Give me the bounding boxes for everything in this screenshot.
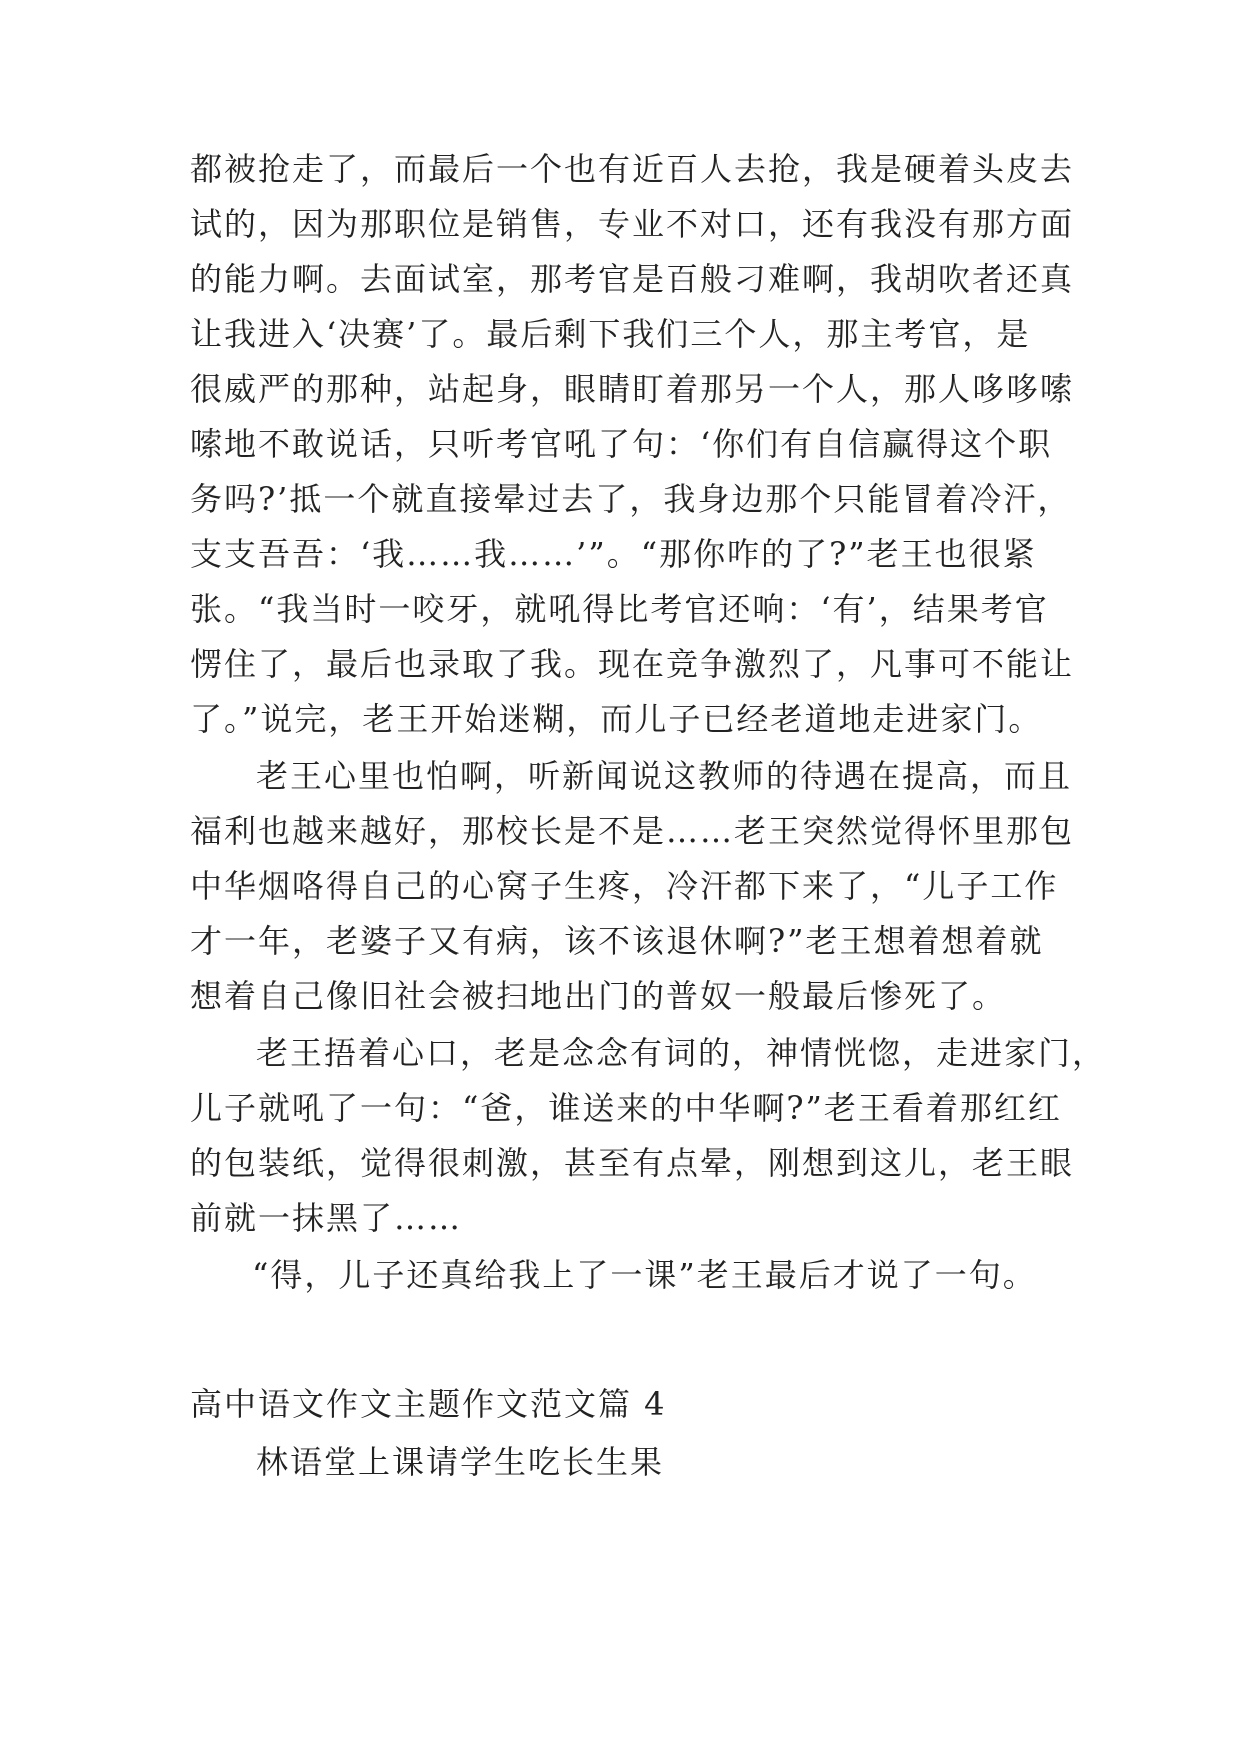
article-title: 林语堂上课请学生吃长生果 <box>256 1443 665 1481</box>
text-line: 让我进入‘决赛’了。最后剩下我们三个人，那主考官，是 <box>190 315 1031 353</box>
paragraph-first-line: 老王心里也怕啊，听新闻说这教师的待遇在提高，而且 <box>256 757 1073 795</box>
text-line: 愣住了，最后也录取了我。现在竞争激烈了，凡事可不能让 <box>190 645 1075 683</box>
text-line: 试的，因为那职位是销售，专业不对口，还有我没有那方面 <box>190 205 1075 243</box>
text-line: 务吗?’抵一个就直接晕过去了，我身边那个只能冒着冷汗， <box>190 480 1072 518</box>
text-line: 才一年，老婆子又有病，该不该退休啊?”老王想着想着就 <box>190 922 1044 960</box>
text-line: 嗦地不敢说话，只听考官吼了句：‘你们有自信赢得这个职 <box>190 425 1053 463</box>
text-line: 了。”说完，老王开始迷糊，而儿子已经老道地走进家门。 <box>190 700 1043 738</box>
text-line: 的能力啊。去面试室，那考官是百般刁难啊，我胡吹者还真 <box>190 260 1075 298</box>
text-line: 的包装纸，觉得很刺激，甚至有点晕，刚想到这儿，老王眼 <box>190 1144 1075 1182</box>
section-title: 高中语文作文主题作文范文篇 4 <box>190 1385 667 1423</box>
text-line: 张。“我当时一咬牙，就吼得比考官还响：‘有’，结果考官 <box>190 590 1049 628</box>
paragraph-first-line: 老王捂着心口，老是念念有词的，神情恍惚，走进家门， <box>256 1034 1107 1072</box>
paragraph-first-line: “得，儿子还真给我上了一课”老王最后才说了一句。 <box>252 1256 1037 1294</box>
text-line: 很威严的那种，站起身，眼睛盯着那另一个人，那人哆哆嗦 <box>190 370 1075 408</box>
text-line: 前就一抹黑了…… <box>190 1199 463 1237</box>
text-line: 福利也越来越好，那校长是不是……老王突然觉得怀里那包 <box>190 812 1075 850</box>
text-line: 都被抢走了，而最后一个也有近百人去抢，我是硬着头皮去 <box>190 150 1075 188</box>
text-line: 儿子就吼了一句：“爸，谁送来的中华啊?”老王看着那红红 <box>190 1089 1062 1127</box>
text-line: 想着自己像旧社会被扫地出门的普奴一般最后惨死了。 <box>190 977 1007 1015</box>
text-line: 支支吾吾：‘我……我……’”。“那你咋的了?”老王也很紧 <box>190 535 1037 573</box>
text-line: 中华烟咯得自己的心窝子生疼，冷汗都下来了，“儿子工作 <box>190 867 1059 905</box>
